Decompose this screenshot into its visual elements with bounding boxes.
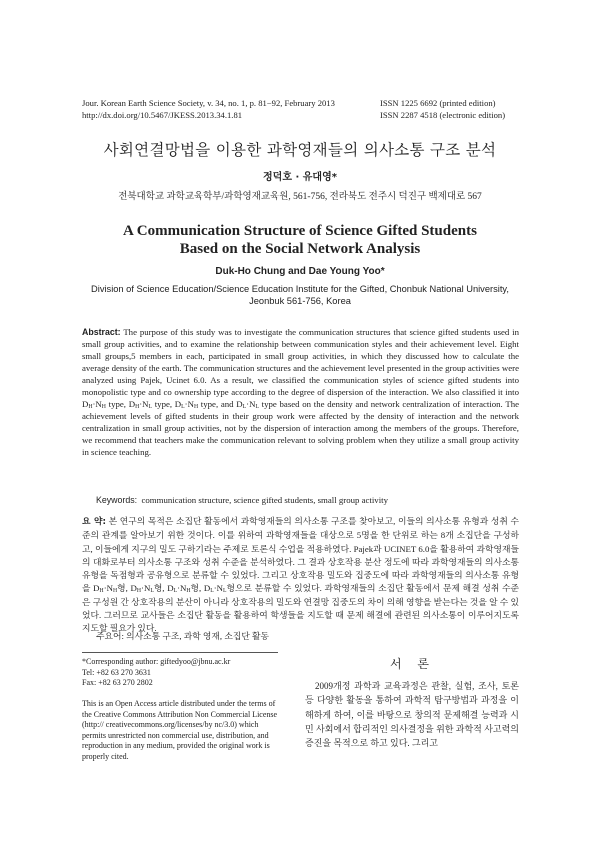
issn-print: ISSN 1225 6692 (printed edition) xyxy=(380,98,496,108)
type-suffix: 형, xyxy=(117,583,131,594)
type-sub: L xyxy=(150,588,154,595)
title-korean: 사회연결망법을 이용한 과학영재들의 의사소통 구조 분석 xyxy=(103,141,497,159)
type-sub: L xyxy=(210,588,214,595)
type-sub: H xyxy=(112,588,118,595)
type-dot: ·N xyxy=(141,583,151,594)
type-word: type, and xyxy=(198,399,237,410)
title-english-line1: A Communication Structure of Science Gifted Students xyxy=(123,223,477,239)
section-heading: 서 론 xyxy=(390,657,435,671)
type-sub: H xyxy=(88,404,93,411)
keywords-text: communication structure, science gifted students, small group activity xyxy=(141,495,388,505)
abstract-text-1: The purpose of this study was to investigate the communication structures that science gifted students used in small group activities, and to examine the relationship between communication styles and their achievement level. Eight small groups,5 members in each, participated in small group activities, in which they discussed how to calculate the average density of the earth. The communication structures and the achievement level presented in the group activities were analyzed using Pajek, Ucinet 6.0. As a result, we classified the communication styles of science gifted students into monopolistic type and co ownership type according to the degree of dispersion of the interaction. We also classified it into D xyxy=(82,327,520,410)
correspondence-block xyxy=(82,657,278,689)
type-sub: L xyxy=(242,404,247,411)
type-sub: L xyxy=(181,404,185,411)
type-suffix: 형, xyxy=(190,583,204,594)
type-sub: H xyxy=(136,588,142,595)
keywords-korean-text: 의사소통 구조, 과학 영재, 소집단 활동 xyxy=(126,631,270,641)
type-sub: H xyxy=(101,404,106,411)
type-suffix: 형, xyxy=(153,583,168,594)
type-word: type, xyxy=(152,399,175,410)
keywords-korean-label: 주요어: xyxy=(96,631,124,641)
type-dot: ·N xyxy=(139,399,149,410)
keywords-korean xyxy=(96,629,516,642)
authors-english: Duk-Ho Chung and Dae Young Yoo* xyxy=(215,266,385,277)
introduction-text: 2009개정 과학과 교육과정은 관찰, 실험, 조사, 토론 등 다양한 활동을 통하여 과학적 탐구방법과 과정을 이해하게 하여, 이를 바탕으로 창의적 문제해결 능력과 시민 사회에서 합리적인 의사결정을 위한 과학적 사고력의 증진을 목적으로 하고 있다. 그리고 xyxy=(305,681,519,749)
issn-electronic: ISSN 2287 4518 (electronic edition) xyxy=(380,109,506,120)
footnote-divider xyxy=(82,652,278,653)
corresponding-author: *Corresponding author: giftedyoo@jbnu.ac.kr xyxy=(82,657,231,666)
type-dot: ·N xyxy=(103,583,113,594)
type-sub: H xyxy=(193,404,199,411)
type-dot: ·N xyxy=(177,583,187,594)
abstract-text-2: type based on the density and network centralization of interaction. The achievement levels of gifted students in their group work were affected by the density of interaction and the network centralization in small group activities, not by the dispersion of interaction among the members of the groups. Therefore, we recommend that teachers make the communication relevant to solving problem when they utilize a small group activity in science teaching. xyxy=(82,399,519,458)
type-suffix: 형으로 분류할 수 있었다. xyxy=(226,583,322,594)
type-sub: H xyxy=(135,404,140,411)
keywords xyxy=(96,495,516,505)
type-dot: ·N xyxy=(213,583,224,594)
summary-text-2: 과학영재들의 소집단 활동에서 문제 해결 성취 수준은 구성원 간 상호작용의 분산이 아니라 상호작용의 밀도와 연결망 집중도의 차이 의해 영향을 받는다는 것을 알 수 있었다. 그러므로 교사들은 소집단 활동을 활용하여 학생들을 지도할 때 문제 해결에 관련된 의사소통이 이루어지도록 지도할 필요가 있다. xyxy=(82,583,520,634)
type-word: type, xyxy=(105,399,129,410)
type-dot: ·N xyxy=(246,399,256,410)
title-english-line2: Based on the Social Network Analysis xyxy=(179,241,421,257)
abstract-label: Abstract: xyxy=(82,327,121,337)
type-sub: H xyxy=(186,588,191,595)
type-sub: L xyxy=(255,404,259,411)
telephone: Tel: +82 63 270 3631 xyxy=(82,667,151,677)
type-dot: ·N xyxy=(184,399,194,410)
type-sub: H xyxy=(99,588,104,595)
affiliation-korean: 전북대학교 과학교육학부/과학영재교육원, 561-756, 전라북도 전주시 덕진구 백제대로 567 xyxy=(118,192,482,202)
type-sub: L xyxy=(173,588,178,595)
journal-header xyxy=(82,98,335,121)
korean-summary: 요 약: 본 연구의 목적은 소집단 활동에서 과학영재들의 의사소통 구조를 찾아보고, 이들의 의사소통 유형과 성취 수준의 관계를 알아보기 위한 것이다. 이를 위하여 과학영재들을 대상으로 5명을 한 단위로 하는 8개 소집단을 구성하고, 이들에게 지구의 밀도 구하기라는 주제로 토론식 수업을 적용하였다. Pajek과 UCINET 6.0을 활용하여 과학영재들의 대화로부터 의사소통 구조와 성취 수준을 분석하였다. 그 결과 상호작용 분산 정도에 따라 과학영재들의 의사소통 유형을 독점형과 공유형으로 분류할 수 있었다. 그리고 상호작용 밀도와 집중도에 따라 과학영재들의 의사소통 유형을 $D_H\cdot N_H$형, $D_H\cdot N_L$형, $D_L\cdot N_H$형, $D_L\cdot N_L$형으로 분류할 수 있었다. 과학영재들의 소집단 활동에서 문제 해결 성취 수준은 구성원 간 상호작용의 분산이 아니라 상호작용의 밀도와 연결망 집중도의 차이 의해 영향을 받는다는 것을 알 수 있었다. 그러므로 교사들은 소집단 활동을 활용하여 학생들을 지도할 때 문제 해결에 관련된 의사소통이 이루어지도록 지도할 필요가 있다. xyxy=(82,516,520,634)
issn-block xyxy=(380,98,505,121)
title-english xyxy=(0,222,600,258)
type-sub: L xyxy=(223,588,227,595)
journal-citation: Jour. Korean Earth Science Society, v. 34, no. 1, p. 81−92, February 2013 xyxy=(82,98,335,108)
doi-link[interactable]: http://dx.doi.org/10.5467/JKESS.2013.34.1.81 xyxy=(82,109,243,120)
summary-label: 요 약: xyxy=(82,517,107,527)
summary-text-1: 본 연구의 목적은 소집단 활동에서 과학영재들의 의사소통 구조를 찾아보고, 이들의 의사소통 유형과 성취 수준의 관계를 알아보기 위한 것이다. 이를 위하여 과학영재들을 대상으로 5명을 한 단위로 하는 8개 소집단을 구성하고, 이들에게 지구의 밀도 구하기라는 주제로 토론식 수업을 적용하였다. Pajek과 UCINET 6.0을 활용하여 과학영재들의 대화로부터 의사소통 구조와 성취 수준을 분석하였다. 그 결과 상호작용 분산 정도에 따라 과학영재들의 의사소통 유형을 독점형과 공유형으로 분류할 수 있었다. 그리고 상호작용 밀도와 집중도에 따라 과학영재들의 의사소통 유형을 D xyxy=(82,516,519,594)
affiliation-english: Division of Science Education/Science Education Institute for the Gifted, Chonbuk National University, Jeonbuk 561-756, Korea xyxy=(91,284,509,306)
authors-korean: 정덕호 · 유대영* xyxy=(263,172,337,183)
abstract: Abstract: The purpose of this study was to investigate the communication structures that science gifted students used in small group activities, and to examine the relationship between communication styles and their achievement level. Eight small groups,5 members in each, participated in small group activities, in which they discussed how to calculate the average density of the earth. The communication structures and the achievement level presented in the group activities were analyzed using Pajek, Ucinet 6.0. As a result, we classified the communication styles of science gifted students into monopolistic type and co ownership type according to the degree of dispersion of the interaction. We also classified it into $D_H\cdot N_H$ type, $D_H\cdot N_L$ type, $D_L\cdot N_H$ type, and $D_L\cdot N_L$ type based on the density and network centralization of interaction. The achievement levels of gifted students in their group work were affected by the density of interaction and the network centralization in small group activities, not by the dispersion of interaction among the members of the groups. Therefore, we recommend that teachers make the communication relevant to solving problem when they utilize a small group activity in science teaching. xyxy=(82,327,520,458)
type-sub: L xyxy=(148,404,153,411)
fax: Fax: +82 63 270 2802 xyxy=(82,678,153,688)
type-dot: ·N xyxy=(92,399,102,410)
keywords-label: Keywords: xyxy=(96,495,138,505)
license-notice: This is an Open Access article distributed under the terms of the Creative Commons Attribution Non Commercial License (http:// creativecommons.org/licenses/by nc/3.0) which permits unrestricted non commercial use, distribution, and reproduction in any medium, provided the original work is properly cited. xyxy=(82,699,278,761)
